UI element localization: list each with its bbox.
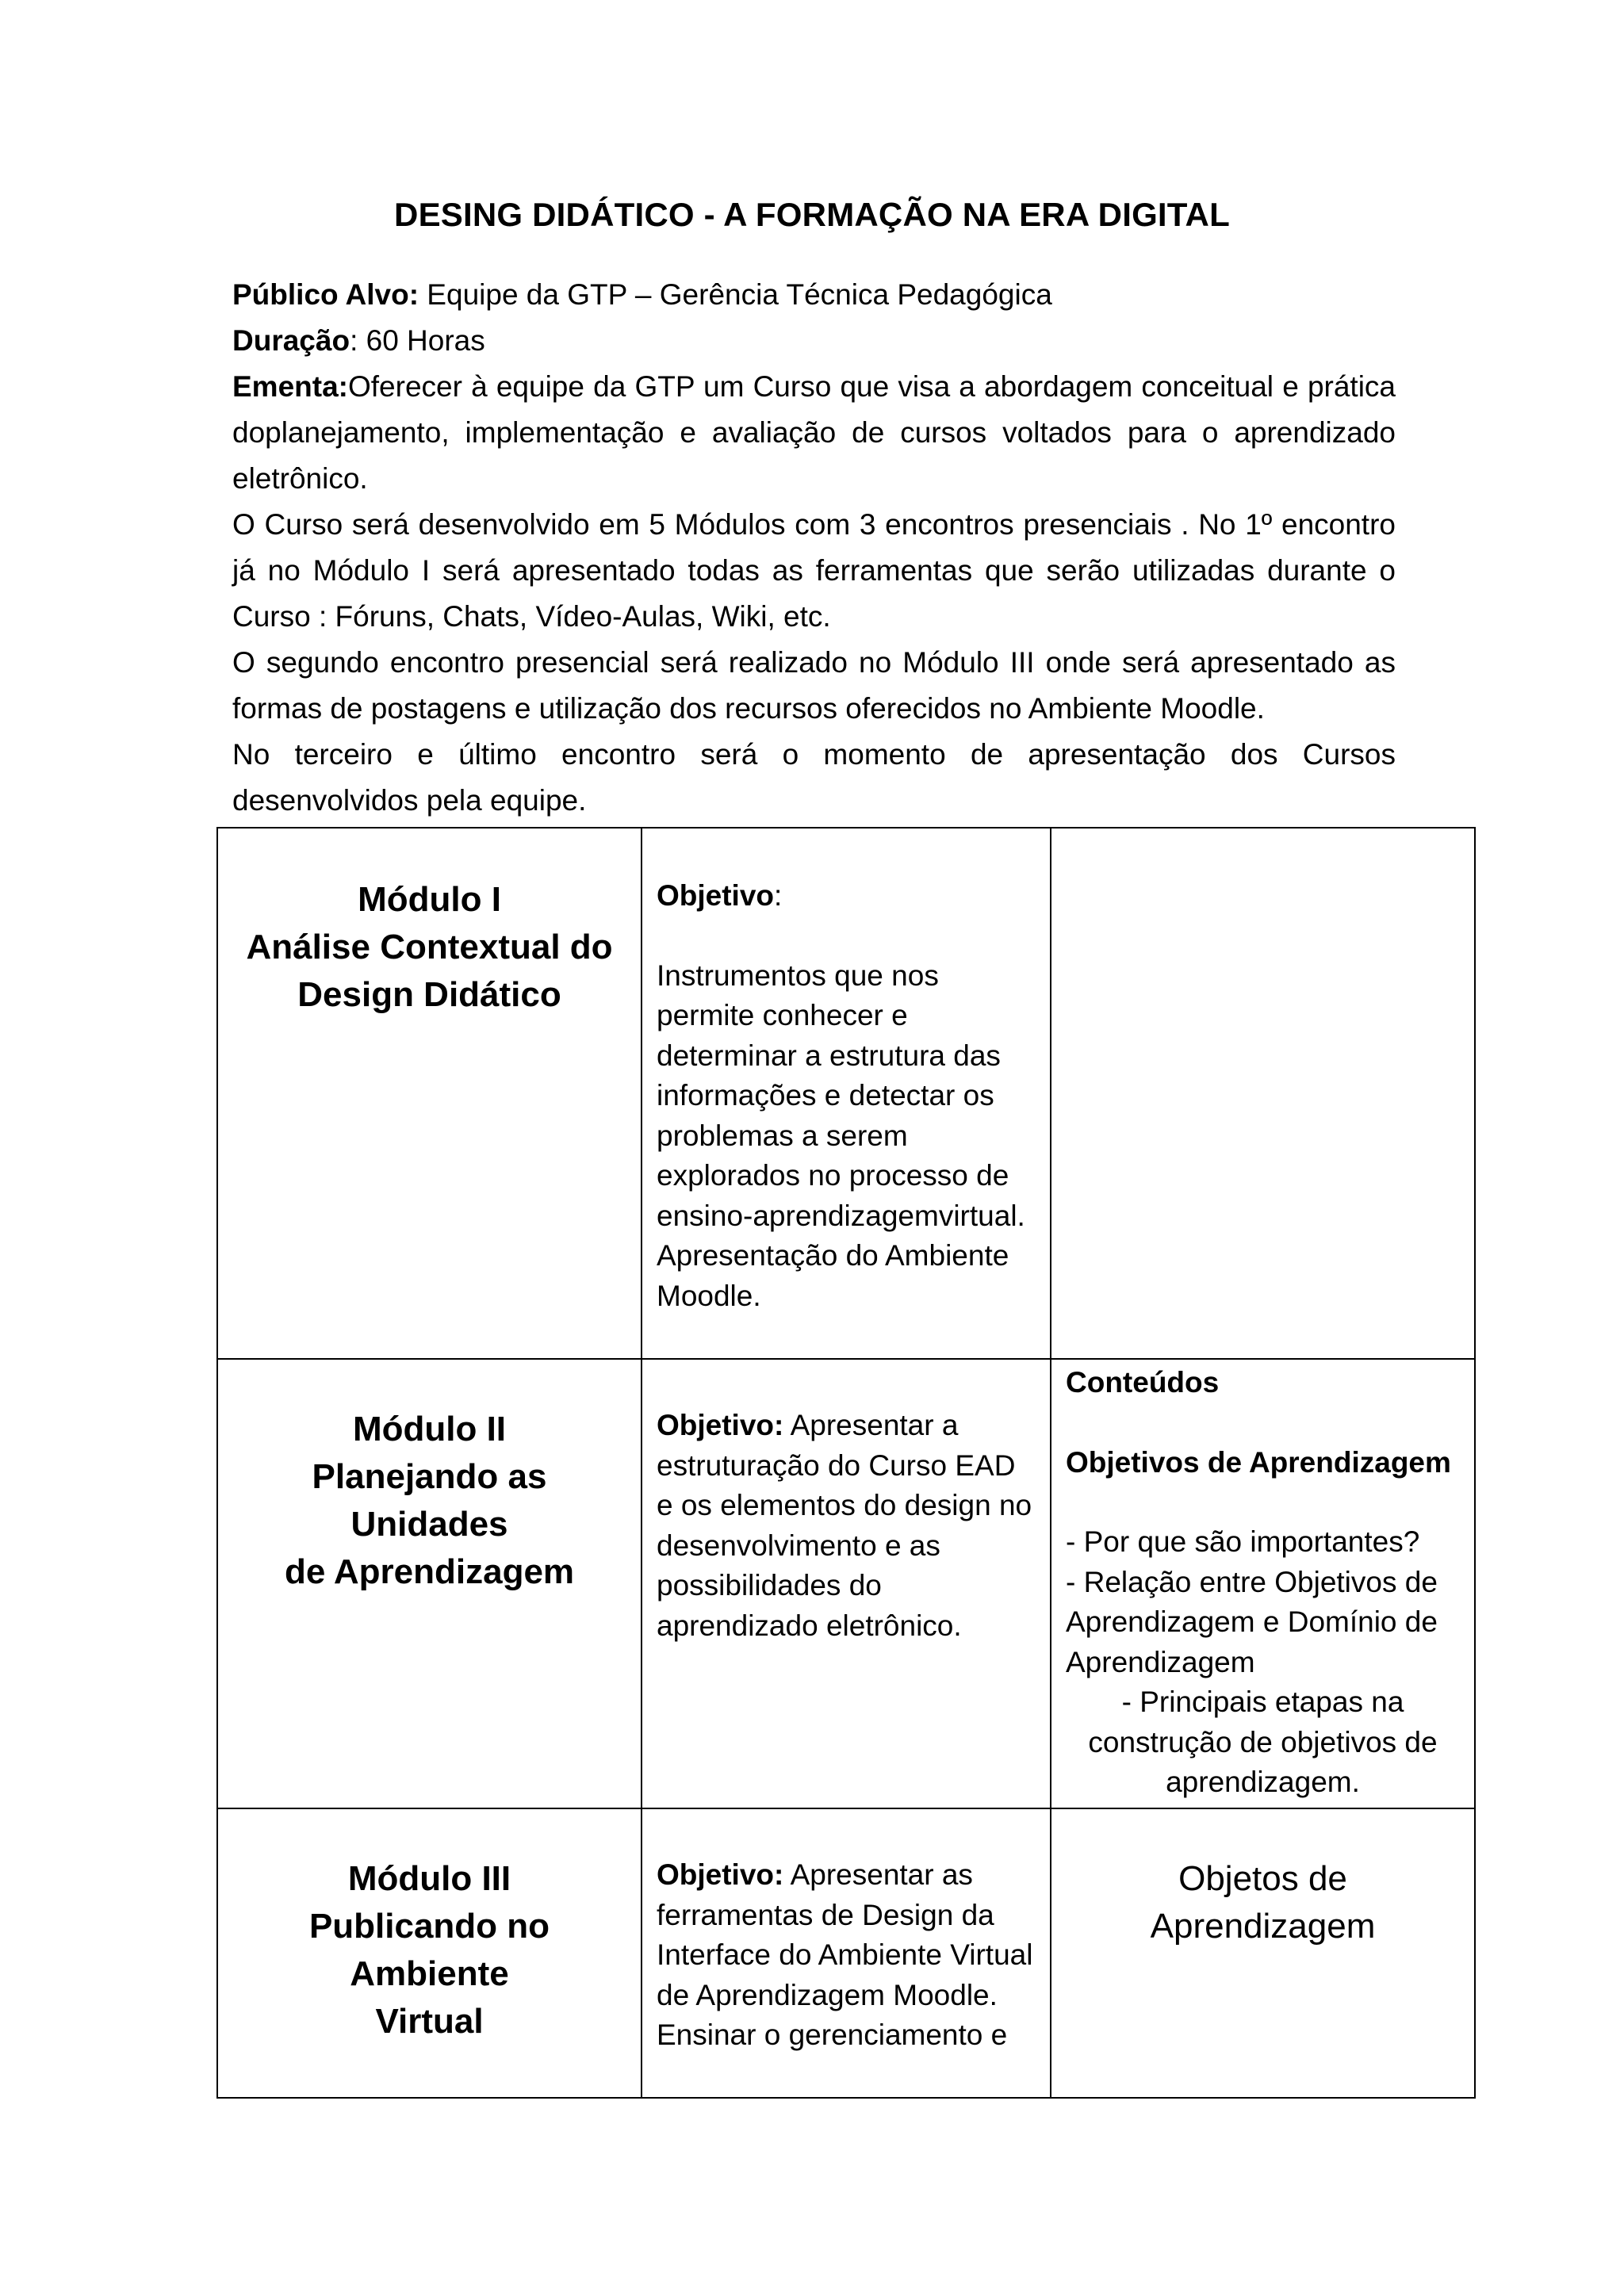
- module-name: Módulo III: [347, 1859, 511, 1898]
- module-name: Módulo II: [352, 1410, 507, 1448]
- publico-value: Equipe da GTP – Gerência Técnica Pedagógica: [419, 278, 1052, 311]
- ementa-label: Ementa:: [232, 370, 348, 403]
- contents-item: - Principais etapas na construção de objetivos de aprendizagem.: [1088, 1686, 1438, 1798]
- module-title-line: Design Didático: [297, 975, 561, 1014]
- publico-label: Público Alvo:: [232, 278, 419, 311]
- module-objective-cell: [642, 1808, 1051, 2098]
- intro-paragraph-1: O Curso será desenvolvido em 5 Módulos com 3 encontros presenciais . No 1º encontro já no Módulo I será apresentado todas as ferramentas que serão utilizadas durante o Curso : Fóruns, Chats, Vídeo-Aulas, Wiki, etc.: [232, 508, 1396, 633]
- module-objective-cell: [642, 828, 1051, 1359]
- module-objective-cell: [642, 1359, 1051, 1808]
- duracao-label: Duração: [232, 324, 350, 357]
- contents-line: Objetos de: [1178, 1859, 1347, 1898]
- objective-text-continued: Ensinar o gerenciamento e: [657, 2019, 1008, 2051]
- objective-suffix: :: [774, 879, 783, 912]
- duracao-value: : 60 Horas: [350, 324, 485, 357]
- contents-heading: Conteúdos: [1066, 1366, 1220, 1399]
- module-title-line: de Aprendizagem: [284, 1552, 575, 1591]
- ementa: [232, 364, 1396, 502]
- ementa-value: Oferecer à equipe da GTP um Curso que visa a abordagem conceitual e prática doplanejamento, implementação e avaliação de cursos voltados para o aprendizado eletrônico.: [232, 370, 1396, 495]
- contents-subheading: Objetivos de Aprendizagem: [1066, 1445, 1451, 1479]
- module-row: [217, 1359, 1475, 1808]
- module-contents-cell: [1051, 1808, 1475, 2098]
- publico-alvo: [232, 272, 1396, 318]
- module-name: Módulo I: [358, 880, 501, 919]
- contents-item: - Relação entre Objetivos de Aprendizagem e Domínio de Aprendizagem: [1066, 1565, 1438, 1678]
- duracao: [232, 318, 1396, 364]
- objective-text: Apresentar as ferramentas de Design da Interface do Ambiente Virtual de Aprendizagem Moodle.: [657, 1858, 1033, 2011]
- module-title-line: Planejando as Unidades: [312, 1457, 547, 1544]
- intro-paragraph-3: No terceiro e último encontro será o momento de apresentação dos Cursos desenvolvidos pela equipe.: [232, 738, 1396, 817]
- objective-label: Objetivo: [657, 879, 775, 912]
- objective-text: Instrumentos que nos permite conhecer e determinar a estrutura das informações e detectar os problemas a serem explorados no processo de ensino-aprendizagemvirtual. Apresentação do Ambiente Moodle.: [657, 959, 1025, 1312]
- intro-paragraph-2: O segundo encontro presencial será realizado no Módulo III onde será apresentado as formas de postagens e utilização dos recursos oferecidos no Ambiente Moodle.: [232, 646, 1396, 725]
- module-title-line: Análise Contextual do: [246, 928, 613, 966]
- contents-item: - Por que são importantes?: [1066, 1525, 1420, 1558]
- module-title-line: Virtual: [375, 2002, 484, 2041]
- objective-label: Objetivo:: [657, 1409, 784, 1441]
- module-title-cell: [217, 828, 642, 1359]
- document-title: DESING DIDÁTICO - A FORMAÇÃO NA ERA DIGITAL: [394, 196, 1230, 233]
- module-row: [217, 828, 1475, 1359]
- contents-line: Aprendizagem: [1150, 1907, 1376, 1946]
- module-contents-cell: [1051, 1359, 1475, 1808]
- module-title-line: Publicando no Ambiente: [308, 1907, 550, 1993]
- objective-text: Apresentar a estruturação do Curso EAD e os elementos do design no desenvolvimento e as possibilidades do aprendizado eletrônico.: [657, 1409, 1032, 1642]
- module-row: [217, 1808, 1475, 2098]
- intro-section: [232, 272, 1396, 824]
- module-title-cell: [217, 1808, 642, 2098]
- objective-label: Objetivo:: [657, 1858, 784, 1891]
- modules-table: [216, 827, 1476, 2099]
- module-title-cell: [217, 1359, 642, 1808]
- module-contents-cell: [1051, 828, 1475, 1359]
